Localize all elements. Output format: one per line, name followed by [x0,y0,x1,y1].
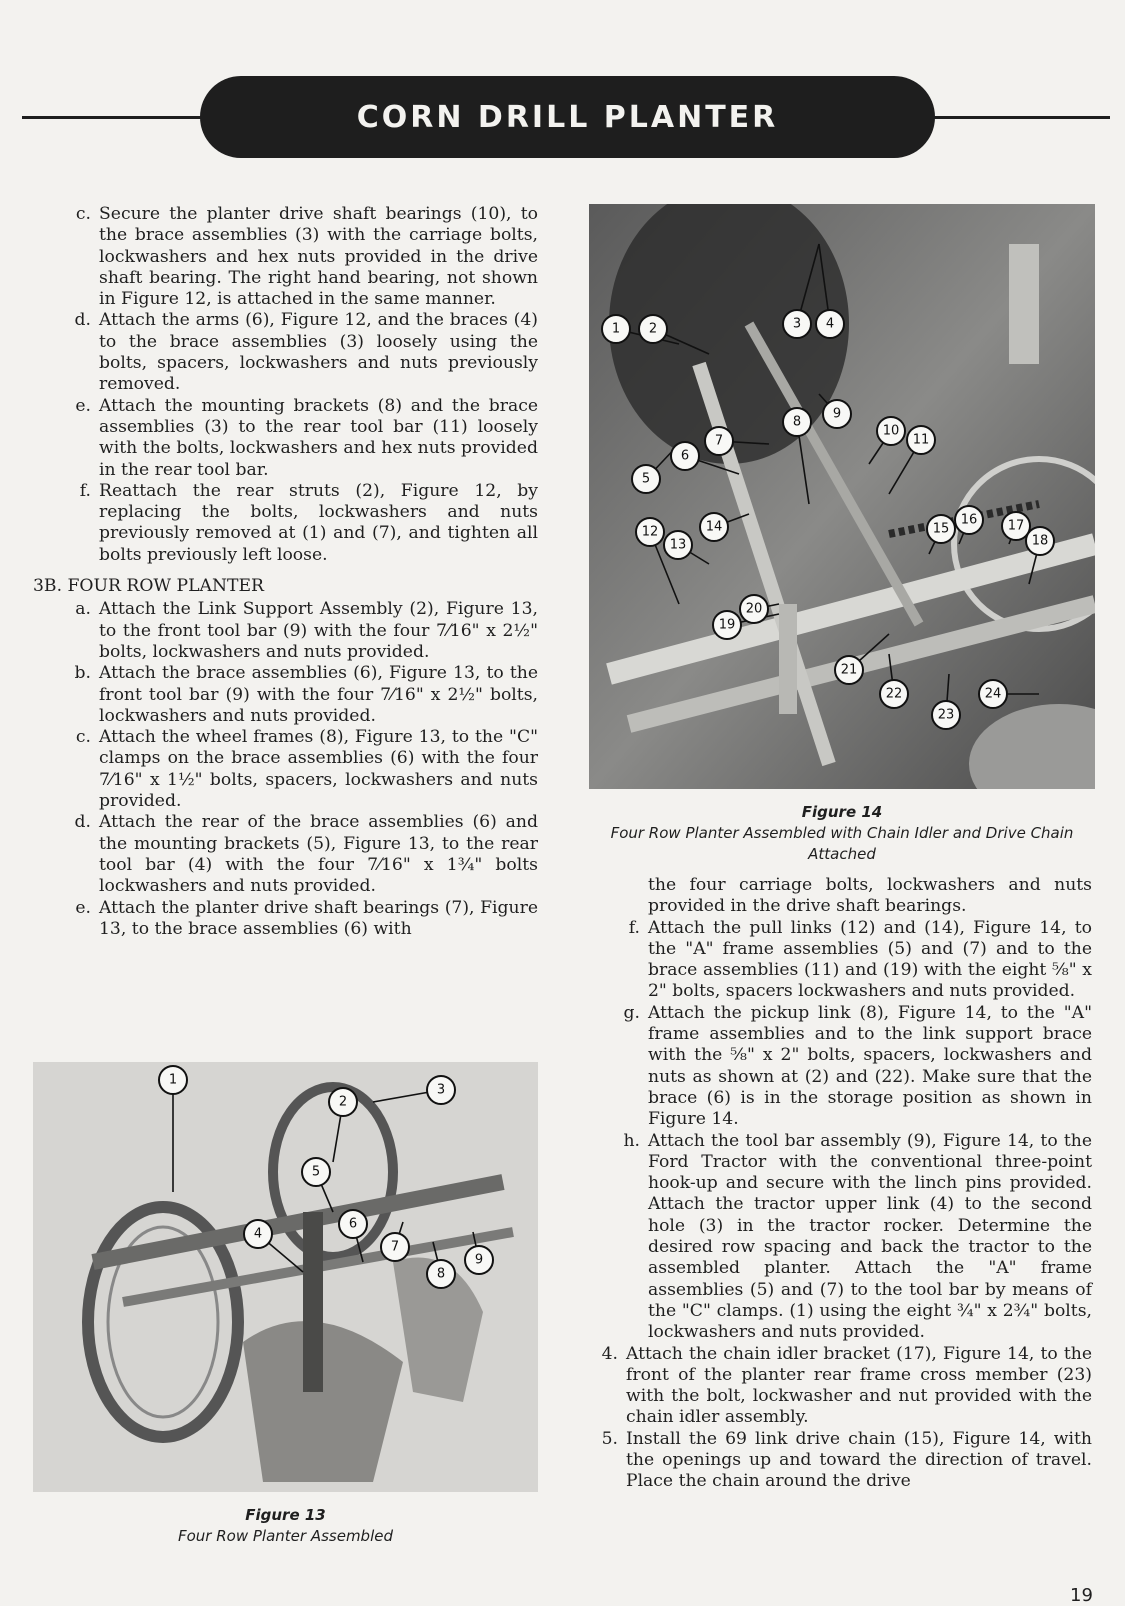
item-text: Attach the tool bar assembly (9), Figure 14, to the Ford Tractor with the conventional three-point hook-up and secure with the linch pins provided. Attach the tractor upper link (4) to the second hole (3) in the tractor rocker. Determine the desired row spacing and back the tractor to the assembled planter. Attach the "A" frame assemblies (5) and (7) to the tool bar by means of the "C" clamps. (1) using the eight ¾" x 2¾" bolts, lockwashers and nuts provided. [648,1130,1092,1343]
instruction-item [592,1429,1092,1493]
callout-number: 2 [648,321,658,337]
item-label: g. [623,1002,640,1023]
figure-14-caption [589,802,1095,865]
item-label: d. [74,310,91,331]
instruction-list-right [592,918,1092,1344]
callout-9 [465,1246,493,1274]
item-label: h. [623,1130,640,1151]
instruction-item [33,396,538,481]
callout-number: 9 [474,1252,484,1268]
callout-number: 7 [714,433,724,449]
left-column [33,204,538,940]
instruction-item [592,918,1092,1003]
item-text: Attach the mounting brackets (8) and the brace assemblies (3) to the rear tool bar (11) loosely with the bolts, lockwashers and hex nuts provided in the rear tool bar. [99,395,538,480]
instruction-item [33,204,538,310]
callout-number: 4 [825,316,835,332]
callout-22 [880,680,908,708]
item-label: b. [74,663,91,684]
item-text: Attach the planter drive shaft bearings (7), Figure 13, to the brace assemblies (6) with [99,897,538,939]
callout-number: 10 [882,423,900,439]
callout-number: 6 [680,448,690,464]
callout-number: 5 [641,471,651,487]
item-label: e. [75,897,91,918]
figure-14-caption-text: Four Row Planter Assembled with Chain Idler and Drive Chain Attached [610,824,1074,863]
item-text: Attach the brace assemblies (6), Figure 13, to the front tool bar (9) with the four 7⁄16" x 2½" bolts, lockwashers and nuts provided. [99,663,538,726]
figure-14-photo [589,204,1095,789]
item-label: d. [74,812,91,833]
callout-16 [955,506,983,534]
figure-13-title: Figure 13 [245,1506,326,1524]
callout-number: 1 [168,1072,178,1088]
numbered-step-list [592,1344,1092,1493]
callout-number: 14 [705,519,723,535]
figure-13-caption-text: Four Row Planter Assembled [177,1527,393,1545]
instruction-item [33,599,538,663]
right-column [592,875,1092,1493]
callout-12 [636,518,664,546]
page-title: CORN DRILL PLANTER [356,99,779,135]
instruction-item [33,727,538,812]
callout-7 [381,1233,409,1261]
item-text: Attach the wheel frames (8), Figure 13, to the "C" clamps on the brace assemblies (6) with the four 7⁄16" x 1½" bolts, spacers, lockwashers and nuts provided. [99,727,538,812]
callout-1 [159,1066,187,1094]
callout-number: 11 [912,432,930,448]
callout-8 [427,1260,455,1288]
header-rule-right [922,116,1110,119]
continuation-text: the four carriage bolts, lockwashers and nuts provided in the drive shaft bearings. [648,875,1092,917]
figure-14-title: Figure 14 [801,803,883,821]
callout-number: 9 [832,406,842,422]
item-label: c. [75,204,91,224]
instruction-item [592,1131,1092,1344]
callout-6 [339,1210,367,1238]
instruction-item [33,481,538,566]
callout-1 [602,315,630,343]
item-text: Attach the arms (6), Figure 12, and the braces (4) to the brace assemblies (3) loosely using the bolts, spacers, lockwashers and nuts previously removed. [99,310,538,395]
item-text: Attach the pull links (12) and (14), Figure 14, to the "A" frame assemblies (5) and (7) and to the brace assemblies (11) and (19) with the eight ⅝" x 2" bolts, spacers lockwashers and nuts provided. [648,917,1092,1002]
callout-number: 6 [348,1216,358,1232]
item-label: c. [75,727,91,748]
instruction-list-top [33,204,538,566]
callout-3 [783,310,811,338]
callout-number: 20 [745,601,763,617]
callout-24 [979,680,1007,708]
callout-3 [427,1076,455,1104]
callout-2 [329,1088,357,1116]
item-text: Attach the rear of the brace assemblies (6) and the mounting brackets (5), Figure 13, to the rear tool bar (4) with the four 7⁄16" x 1¾" bolts lockwashers and nuts provided. [99,812,538,897]
callout-number: 4 [253,1226,263,1242]
callout-number: 8 [436,1266,446,1282]
header-rule-left [22,116,212,119]
callout-number: 16 [960,512,978,528]
callout-number: 2 [338,1094,348,1110]
callout-number: 3 [436,1082,446,1098]
instruction-list-bottom [33,599,538,940]
callout-9 [823,400,851,428]
figure-13-caption [33,1505,538,1547]
item-label: 5. [601,1428,618,1449]
instruction-item [592,1344,1092,1429]
item-text: Attach the Link Support Assembly (2), Figure 13, to the front tool bar (9) with the four 7⁄16" x 2½" bolts, lockwashers and nuts provided. [99,599,538,662]
item-label: e. [75,395,91,416]
instruction-item [33,310,538,395]
callout-number: 19 [718,617,736,633]
figure-14-illustration [589,204,1095,789]
item-label: f. [628,917,640,938]
callout-15 [927,515,955,543]
callout-number: 23 [937,707,955,723]
callout-20 [740,595,768,623]
callout-4 [816,310,844,338]
instruction-item [33,663,538,727]
callout-8 [783,408,811,436]
callout-6 [671,442,699,470]
figure-13-photo [33,1062,538,1492]
callout-number: 24 [984,686,1002,702]
callout-11 [907,426,935,454]
item-text: Attach the pickup link (8), Figure 14, to the "A" frame assemblies and to the link support brace with the ⅝" x 2" bolts, spacers, lockwashers and nuts as shown at (2) and (22). Make sure that the brace (6) is in the storage position as shown in Figure 14. [648,1002,1092,1130]
callout-number: 1 [611,321,621,337]
callout-number: 21 [840,662,858,678]
callout-5 [302,1158,330,1186]
item-text: Install the 69 link drive chain (15), Figure 14, with the openings up and toward the direction of travel. Place the chain around the drive [626,1428,1092,1492]
callout-number: 18 [1031,533,1049,549]
item-text: Reattach the rear struts (2), Figure 12, by replacing the bolts, lockwashers and nuts previously removed at (1) and (7), and tighten all bolts previously left loose. [99,480,538,565]
callout-2 [639,315,667,343]
instruction-item [33,898,538,941]
callout-number: 17 [1007,518,1025,534]
item-label: f. [79,480,91,501]
callout-7 [705,427,733,455]
callout-14 [700,513,728,541]
callout-13 [664,531,692,559]
callout-10 [877,417,905,445]
callout-number: 5 [311,1164,321,1180]
instruction-item [592,1003,1092,1131]
callout-4 [244,1220,272,1248]
callout-number: 15 [932,521,950,537]
instruction-item [33,812,538,897]
callout-number: 13 [669,537,687,553]
callout-18 [1026,527,1054,555]
item-label: 4. [601,1343,618,1364]
section-heading: 3B. FOUR ROW PLANTER [33,576,264,597]
page-number: 19 [1070,1585,1093,1606]
callout-5 [632,465,660,493]
callout-19 [713,611,741,639]
callout-number: 22 [885,686,903,702]
callout-number: 7 [390,1239,400,1255]
callout-21 [835,656,863,684]
item-text: Secure the planter drive shaft bearings (10), to the brace assemblies (3) with the carriage bolts, lockwashers and hex nuts provided in the drive shaft bearing. The right hand bearing, not shown in Figure 12, is attached in the same manner. [99,204,538,310]
callout-number: 8 [792,414,802,430]
item-text: Attach the chain idler bracket (17), Figure 14, to the front of the planter rear frame cross member (23) with the bolt, lockwasher and nut provided with the chain idler assembly. [626,1343,1092,1428]
callout-number: 3 [792,316,802,332]
callout-23 [932,701,960,729]
callout-17 [1002,512,1030,540]
page-header [22,76,1110,158]
item-label: a. [75,599,91,620]
callout-number: 12 [641,524,659,540]
header-banner [200,76,935,158]
figure-13-illustration [33,1062,538,1492]
